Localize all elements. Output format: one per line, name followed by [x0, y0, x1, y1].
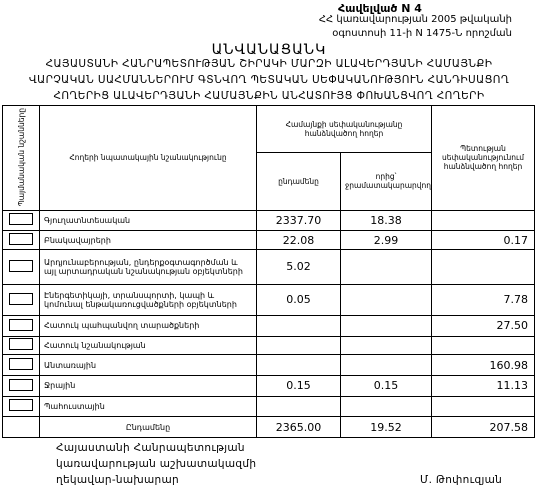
legend-swatch [3, 231, 40, 250]
row-label: Հատուկ պահպանվող տարածքների [40, 315, 257, 336]
legend-swatch [3, 355, 40, 376]
row-state: 0.17 [432, 231, 535, 250]
row-total [257, 336, 341, 355]
row-irrigated: 2.99 [341, 231, 432, 250]
header-total: ընդամենը [257, 152, 341, 210]
row-label: Արդյունաբերության, ընդերքօգտագործման և այլ արտադրական նշանակության օբյեկտների [40, 249, 257, 284]
row-state [432, 336, 535, 355]
signatory-name: Մ. Թոփուզյան [420, 474, 503, 486]
row-state: 11.13 [432, 375, 535, 396]
row-label: Անտառային [40, 355, 257, 376]
document-subtitle-line1: ՀԱՅԱՍՏԱՆԻ ՀԱՆՐԱՊԵՏՈՒԹՅԱՆ ՇԻՐԱԿԻ ՄԱՐԶԻ ԱԼԱՎԵՐԴՅԱՆԻ ՀԱՄԱՅՆՔԻ [45, 58, 493, 70]
annex-number: Հավելված N 4 [338, 2, 422, 15]
row-irrigated [341, 249, 432, 284]
row-state [432, 210, 535, 231]
row-state [432, 396, 535, 417]
table-row [3, 336, 535, 355]
legend-swatch [3, 249, 40, 284]
row-irrigated [341, 284, 432, 315]
header-purpose: Հողերի նպատակային նշանակությունը [40, 106, 257, 211]
table-row [3, 231, 535, 250]
row-label: Էներգետիկայի, տրանսպորտի, կապի և կոմունալ ենթակառուցվածքների օբյեկտների [40, 284, 257, 315]
signatory-title-line2: կառավարության աշխատակազմի [56, 458, 257, 470]
annex-decree-line2: օգոստոսի 11-ի N 1475-Ն որոշման [332, 28, 512, 39]
grand-total: 2365.00 [257, 417, 341, 438]
legend-swatch [3, 284, 40, 315]
row-total: 5.02 [257, 249, 341, 284]
row-state: 160.98 [432, 355, 535, 376]
total-code-cell [3, 417, 40, 438]
row-irrigated [341, 315, 432, 336]
row-label: Ջրային [40, 375, 257, 396]
header-irrigated: որից՝ ջրամատակարարվող [341, 152, 432, 210]
row-state [432, 249, 535, 284]
annex-decree-line1: ՀՀ կառավարության 2005 թվականի [318, 14, 512, 25]
table-row [3, 284, 535, 315]
grand-state: 207.58 [432, 417, 535, 438]
row-irrigated [341, 336, 432, 355]
row-total: 0.15 [257, 375, 341, 396]
row-irrigated [341, 396, 432, 417]
row-irrigated: 0.15 [341, 375, 432, 396]
table-row [3, 210, 535, 231]
legend-swatch [3, 210, 40, 231]
row-total [257, 355, 341, 376]
row-label: Պահուստային [40, 396, 257, 417]
row-irrigated [341, 355, 432, 376]
row-label: Բնակավայրերի [40, 231, 257, 250]
table-row [3, 375, 535, 396]
header-code: Պայմանական նշանները [3, 106, 40, 211]
header-transfer: Համայնքի սեփականությանը հանձնվածող հողեր [257, 106, 432, 153]
header-row-1 [3, 106, 535, 153]
grand-irrigated: 19.52 [341, 417, 432, 438]
row-total: 22.08 [257, 231, 341, 250]
row-total [257, 315, 341, 336]
row-total [257, 396, 341, 417]
row-label: Գյուղատնտեսական [40, 210, 257, 231]
row-irrigated: 18.38 [341, 210, 432, 231]
land-table [2, 105, 535, 438]
row-label: Հատուկ նշանակության [40, 336, 257, 355]
header-state: Պետության սեփականությունում հանձնվածող հողեր [432, 106, 535, 211]
document-title: ԱՆՎԱՆԱՑԱՆԿ [211, 42, 327, 58]
row-state: 27.50 [432, 315, 535, 336]
document-subtitle-line2: ՎԱՐՉԱԿԱՆ ՍԱՀՄԱՆՆԵՐՈՒՄ ԳՏՆՎՈՂ ՊԵՏԱԿԱՆ ՍԵՓԱԿԱՆՈՒԹՅՈՒՆ ՀԱՆԴԻՍԱՑՈՂ [28, 74, 510, 86]
legend-swatch [3, 375, 40, 396]
total-label: Ընդամենը [40, 417, 257, 438]
table-row [3, 396, 535, 417]
row-total: 2337.70 [257, 210, 341, 231]
signatory-title-line3: ղեկավար-նախարար [56, 474, 179, 486]
row-total: 0.05 [257, 284, 341, 315]
legend-swatch [3, 396, 40, 417]
table-row [3, 315, 535, 336]
row-state: 7.78 [432, 284, 535, 315]
table-row [3, 355, 535, 376]
signatory-title-line1: Հայաստանի Հանրապետության [56, 442, 245, 454]
table-row [3, 249, 535, 284]
legend-swatch [3, 336, 40, 355]
document-subtitle-line3: ՀՈՂԵՐԻՑ ԱԼԱՎԵՐԴՅԱՆԻ ՀԱՄԱՅՆՔԻՆ ԱՆՀԱՏՈՒՅՑ ՓՈԽԱՆՑՎՈՂ ՀՈՂԵՐԻ [53, 90, 485, 102]
legend-swatch [3, 315, 40, 336]
total-row [3, 417, 535, 438]
